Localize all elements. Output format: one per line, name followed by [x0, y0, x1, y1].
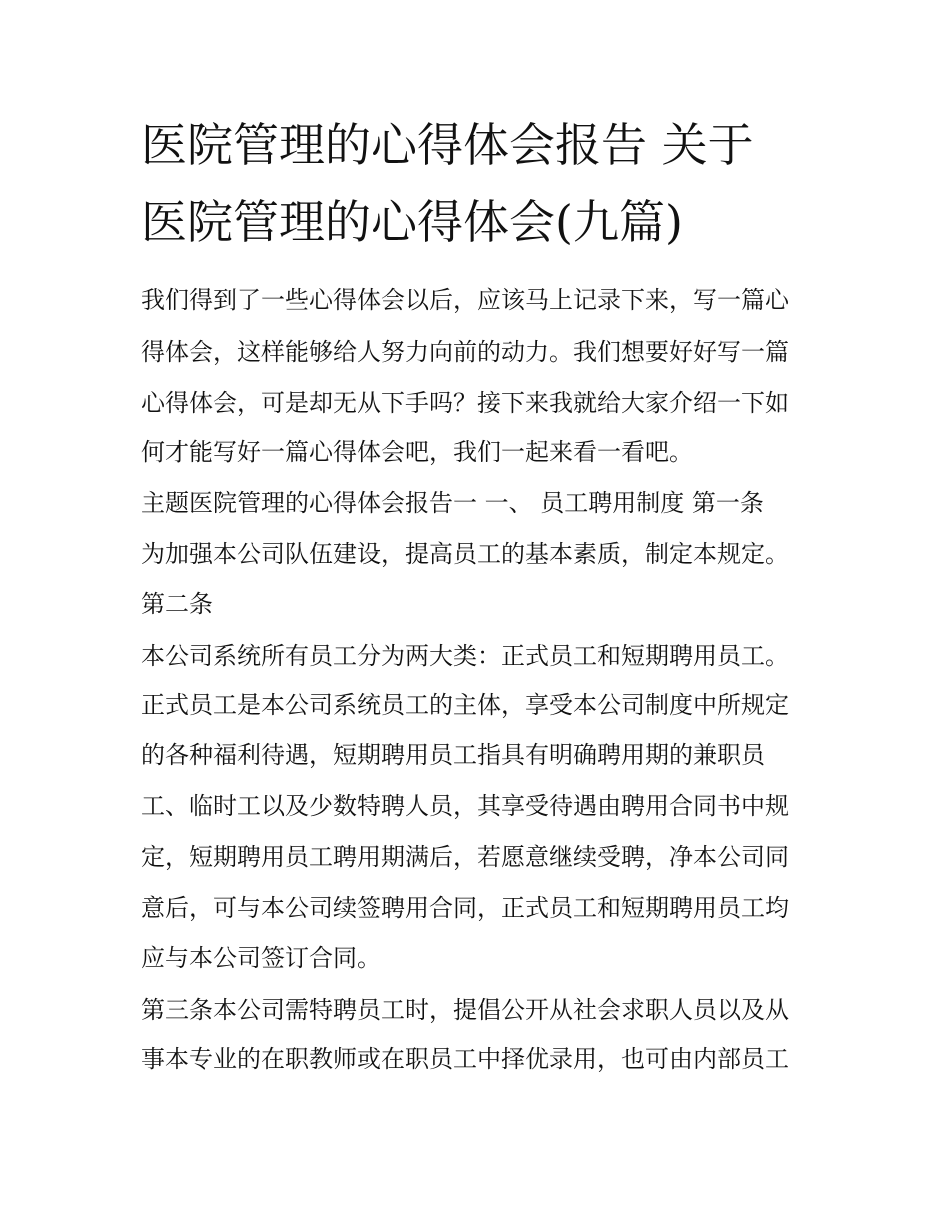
paragraph-line: 应与本公司签订合同。 — [141, 944, 381, 972]
paragraph-line: 我们得到了一些心得体会以后，应该马上记录下来，写一篇心 — [141, 286, 789, 314]
paragraph-line: 工、临时工以及少数特聘人员，其享受待遇由聘用合同书中规 — [141, 792, 789, 820]
paragraph-line: 定，短期聘用员工聘用期满后，若愿意继续受聘，净本公司同 — [141, 843, 789, 871]
paragraph-line: 第三条本公司需特聘员工时，提倡公开从社会求职人员以及从 — [141, 996, 789, 1024]
paragraph-line: 本公司系统所有员工分为两大类：正式员工和短期聘用员工。 — [141, 642, 789, 670]
paragraph-line: 得体会，这样能够给人努力向前的动力。我们想要好好写一篇 — [141, 338, 789, 366]
paragraph-line: 的各种福利待遇，短期聘用员工指具有明确聘用期的兼职员 — [141, 741, 765, 769]
paragraph-line: 第二条 — [141, 590, 213, 618]
paragraph-line: 意后，可与本公司续签聘用合同，正式员工和短期聘用员工均 — [141, 894, 789, 922]
paragraph-line: 为加强本公司队伍建设，提高员工的基本素质，制定本规定。 — [141, 540, 789, 568]
paragraph-line: 正式员工是本公司系统员工的主体，享受本公司制度中所规定 — [141, 691, 789, 719]
paragraph-line: 心得体会，可是却无从下手吗？接下来我就给大家介绍一下如 — [141, 389, 789, 417]
document-title-line-1: 医院管理的心得体会报告 关于 — [141, 118, 754, 172]
paragraph-line: 主题医院管理的心得体会报告一 一、 员工聘用制度 第一条 — [141, 489, 764, 517]
document-title-line-2: 医院管理的心得体会(九篇) — [141, 195, 683, 249]
paragraph-line: 事本专业的在职教师或在职员工中择优录用，也可由内部员工 — [141, 1045, 789, 1073]
paragraph-line: 何才能写好一篇心得体会吧，我们一起来看一看吧。 — [141, 438, 693, 466]
